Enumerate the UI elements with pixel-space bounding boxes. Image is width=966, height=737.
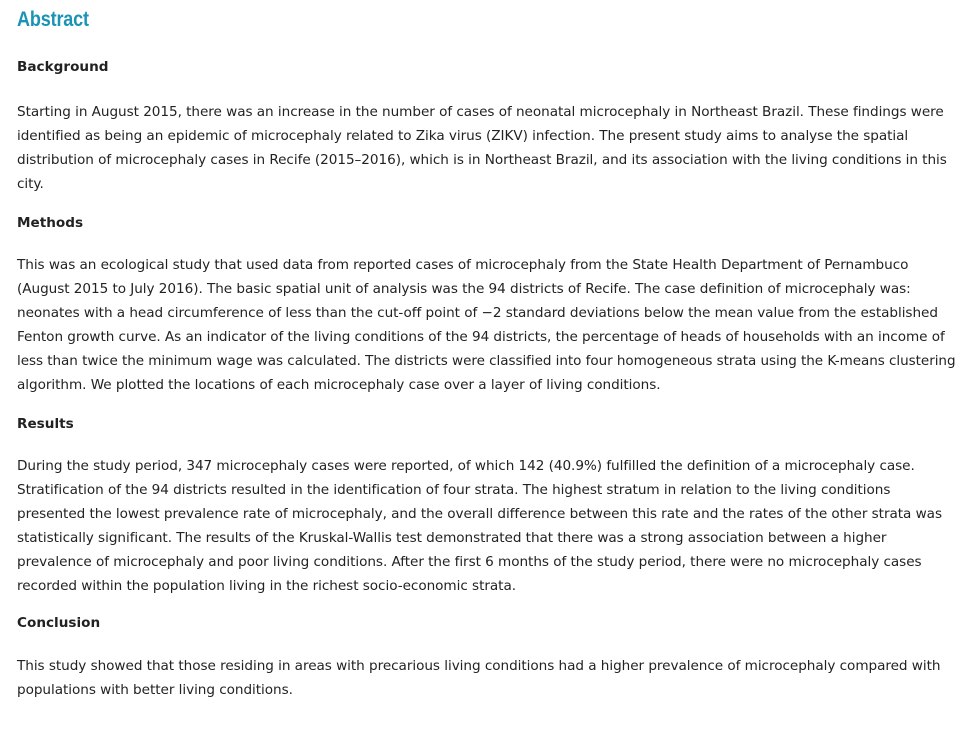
text-line: algorithm. We plotted the locations of each microcephaly case over a layer of living conditions. — [17, 377, 661, 393]
text-line: During the study period, 347 microcephaly cases were reported, of which 142 (40.9%) fulfilled the definition of a microcephaly case. — [17, 458, 915, 474]
text-line: This study showed that those residing in areas with precarious living conditions had a higher prevalence of microcephaly compared with — [17, 658, 941, 674]
text-line: populations with better living conditions. — [17, 682, 293, 698]
section-body-background — [17, 100, 955, 196]
section-body-results — [17, 454, 955, 598]
text-line: identified as being an epidemic of microcephaly related to Zika virus (ZIKV) infection. The present study aims to analyse the spatial — [17, 128, 909, 144]
text-line: presented the lowest prevalence rate of microcephaly, and the overall difference between this rate and the rates of the other strata was — [17, 506, 942, 522]
text-line: statistically significant. The results of the Kruskal-Wallis test demonstrated that there was a strong association between a higher — [17, 530, 887, 546]
section-body-methods — [17, 253, 955, 397]
section-heading-conclusion: Conclusion — [17, 615, 101, 631]
section-heading-background: Background — [17, 59, 109, 75]
abstract-title: Abstract — [17, 8, 89, 31]
text-line: less than twice the minimum wage was calculated. The districts were classified into four homogeneous strata using the K-means clustering — [17, 353, 956, 369]
text-line: (August 2015 to July 2016). The basic spatial unit of analysis was the 94 districts of Recife. The case definition of microcephaly was: — [17, 281, 911, 297]
text-line: This was an ecological study that used data from reported cases of microcephaly from the State Health Department of Pernambuco — [17, 257, 909, 273]
abstract-container — [17, 6, 955, 702]
section-heading-methods: Methods — [17, 215, 84, 231]
text-line: recorded within the population living in the richest socio-economic strata. — [17, 578, 517, 594]
section-body-conclusion — [17, 654, 955, 702]
text-line: Starting in August 2015, there was an increase in the number of cases of neonatal microcephaly in Northeast Brazil. These findings were — [17, 104, 944, 120]
text-line: distribution of microcephaly cases in Recife (2015–2016), which is in Northeast Brazil, and its association with the living conditions in this — [17, 152, 947, 168]
text-line: prevalence of microcephaly and poor living conditions. After the first 6 months of the study period, there were no microcephaly cases — [17, 554, 922, 570]
text-line: Stratification of the 94 districts resulted in the identification of four strata. The highest stratum in relation to the living conditions — [17, 482, 891, 498]
section-heading-results: Results — [17, 416, 74, 432]
text-line: city. — [17, 176, 44, 192]
text-line: neonates with a head circumference of less than the cut-off point of −2 standard deviations below the mean value from the established — [17, 305, 938, 321]
text-line: Fenton growth curve. As an indicator of the living conditions of the 94 districts, the percentage of heads of households with an income of — [17, 329, 945, 345]
